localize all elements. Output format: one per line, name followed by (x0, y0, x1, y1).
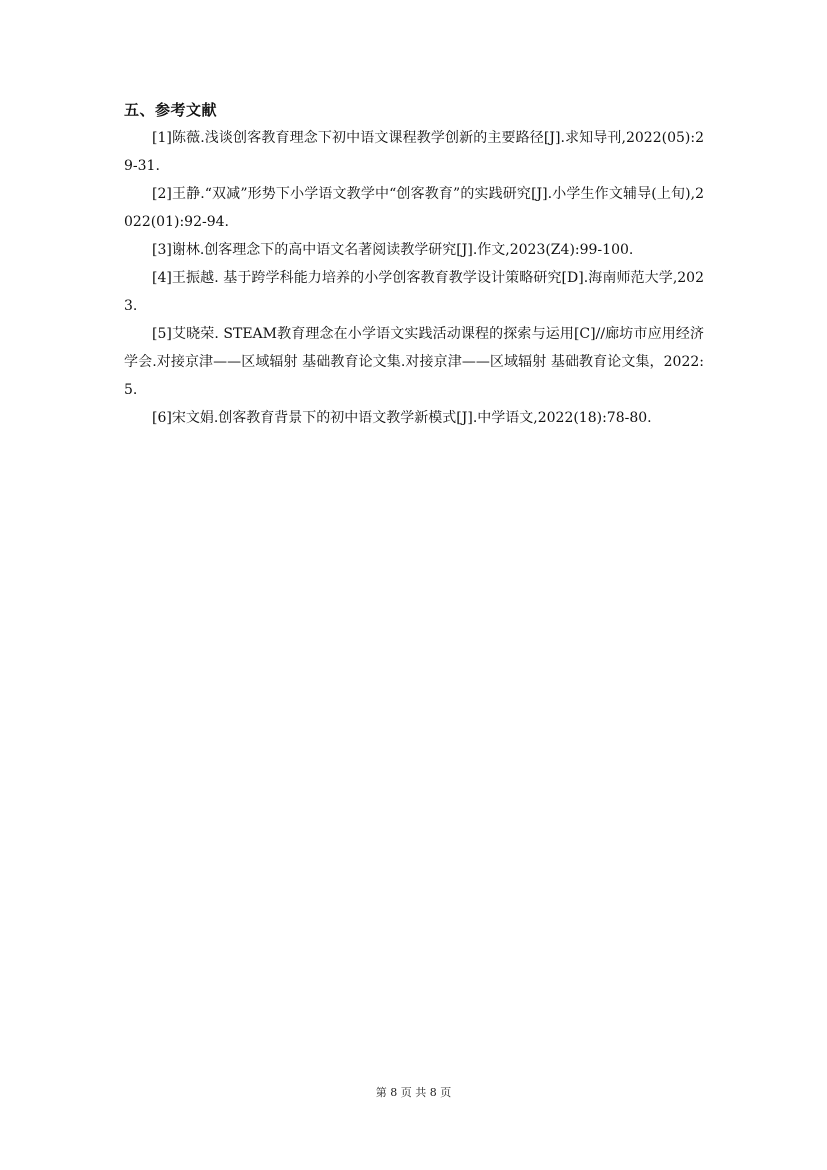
reference-item-4: [4]王振越. 基于跨学科能力培养的小学创客教育教学设计策略研究[D].海南师范大学,2023. (124, 270, 704, 314)
references-section (124, 96, 704, 432)
page-footer: 第 8 页 共 8 页 (375, 1086, 452, 1099)
reference-list (124, 124, 704, 432)
section-heading: 五、参考文献 (124, 101, 218, 119)
reference-item-5: [5]艾晓荣. STEAM教育理念在小学语文实践活动课程的探索与运用[C]//廊坊市应用经济学会.对接京津——区域辐射 基础教育论文集.对接京津——区域辐射 基础教育论文集，2022:5. (124, 326, 704, 398)
reference-item-2: [2]王静.“双减”形势下小学语文教学中“创客教育”的实践研究[J].小学生作文辅导(上旬),2022(01):92-94. (124, 186, 704, 230)
reference-item-6: [6]宋文娟.创客教育背景下的初中语文教学新模式[J].中学语文,2022(18):78-80. (152, 410, 652, 426)
reference-item-1: [1]陈薇.浅谈创客教育理念下初中语文课程教学创新的主要路径[J].求知导刊,2022(05):29-31. (124, 130, 704, 174)
reference-item-3: [3]谢林.创客理念下的高中语文名著阅读教学研究[J].作文,2023(Z4):99-100. (152, 242, 634, 258)
